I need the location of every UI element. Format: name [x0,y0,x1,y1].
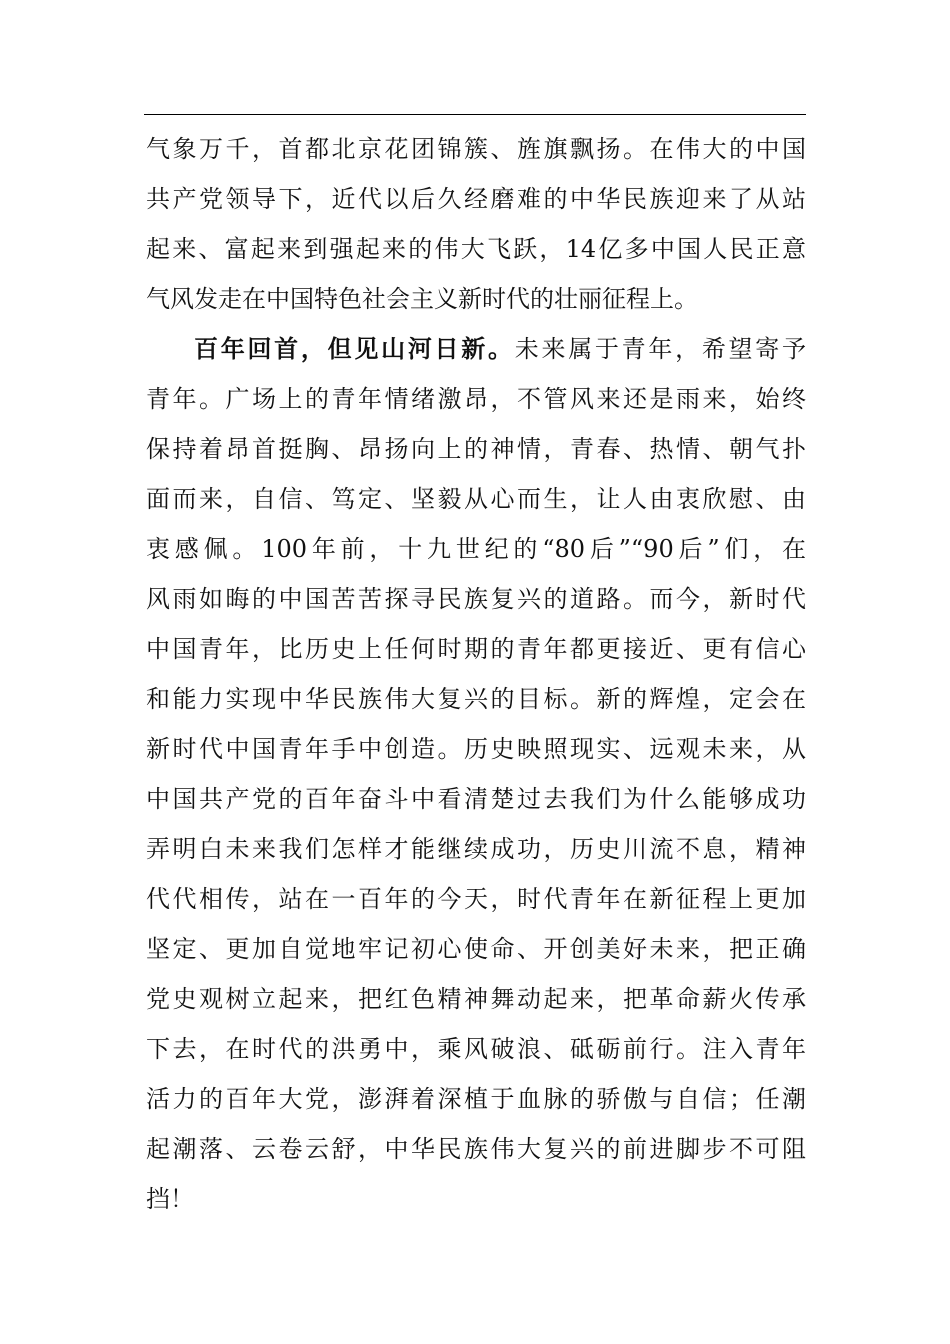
text-line: 挡！ [146,1185,194,1213]
text-line: 起来、富起来到强起来的伟大飞跃，14亿多中国人民正意 [146,235,806,263]
text-line: 风雨如晦的中国苦苦探寻民族复兴的道路。而今，新时代 [146,585,806,613]
text-line: 代代相传，站在一百年的今天，时代青年在新征程上更加 [146,885,806,913]
text-span: 未来属于青年，希望寄予 [514,335,806,363]
text-line: 弄明白未来我们怎样才能继续成功，历史川流不息，精神 [146,835,806,863]
text-line: 气风发走在中国特色社会主义新时代的壮丽征程上。 [146,285,698,313]
text-line: 坚定、更加自觉地牢记初心使命、开创美好未来，把正确 [146,935,806,963]
text-line: 中国青年，比历史上任何时期的青年都更接近、更有信心 [146,635,806,663]
text-line: 气象万千，首都北京花团锦簇、旌旗飘扬。在伟大的中国 [146,135,806,163]
text-line: 活力的百年大党，澎湃着深植于血脉的骄傲与自信；任潮 [146,1085,806,1113]
text-line: 中国共产党的百年奋斗中看清楚过去我们为什么能够成功 [146,785,806,813]
text-line: 衷感佩。100年前，十九世纪的“80后”“90后”们，在 [146,535,806,563]
text-line: 共产党领导下，近代以后久经磨难的中华民族迎来了从站 [146,185,806,213]
text-line: 下去，在时代的洪勇中，乘风破浪、砥砺前行。注入青年 [146,1035,806,1063]
header-divider [144,114,806,115]
text-line: 党史观树立起来，把红色精神舞动起来，把革命薪火传承 [146,985,806,1013]
text-line: 青年。广场上的青年情绪激昂，不管风来还是雨来，始终 [146,385,806,413]
document-body [146,124,806,1224]
text-line: 面而来，自信、笃定、坚毅从心而生，让人由衷欣慰、由 [146,485,806,513]
text-line: 新时代中国青年手中创造。历史映照现实、远观未来，从 [146,735,806,763]
paragraph-heading: 百年回首，但见山河日新。 [194,335,515,363]
text-line: 和能力实现中华民族伟大复兴的目标。新的辉煌，定会在 [146,685,806,713]
text-line: 起潮落、云卷云舒，中华民族伟大复兴的前进脚步不可阻 [146,1135,806,1163]
paragraph-first-line [146,324,806,374]
text-line: 保持着昂首挺胸、昂扬向上的神情，青春、热情、朝气扑 [146,435,806,463]
